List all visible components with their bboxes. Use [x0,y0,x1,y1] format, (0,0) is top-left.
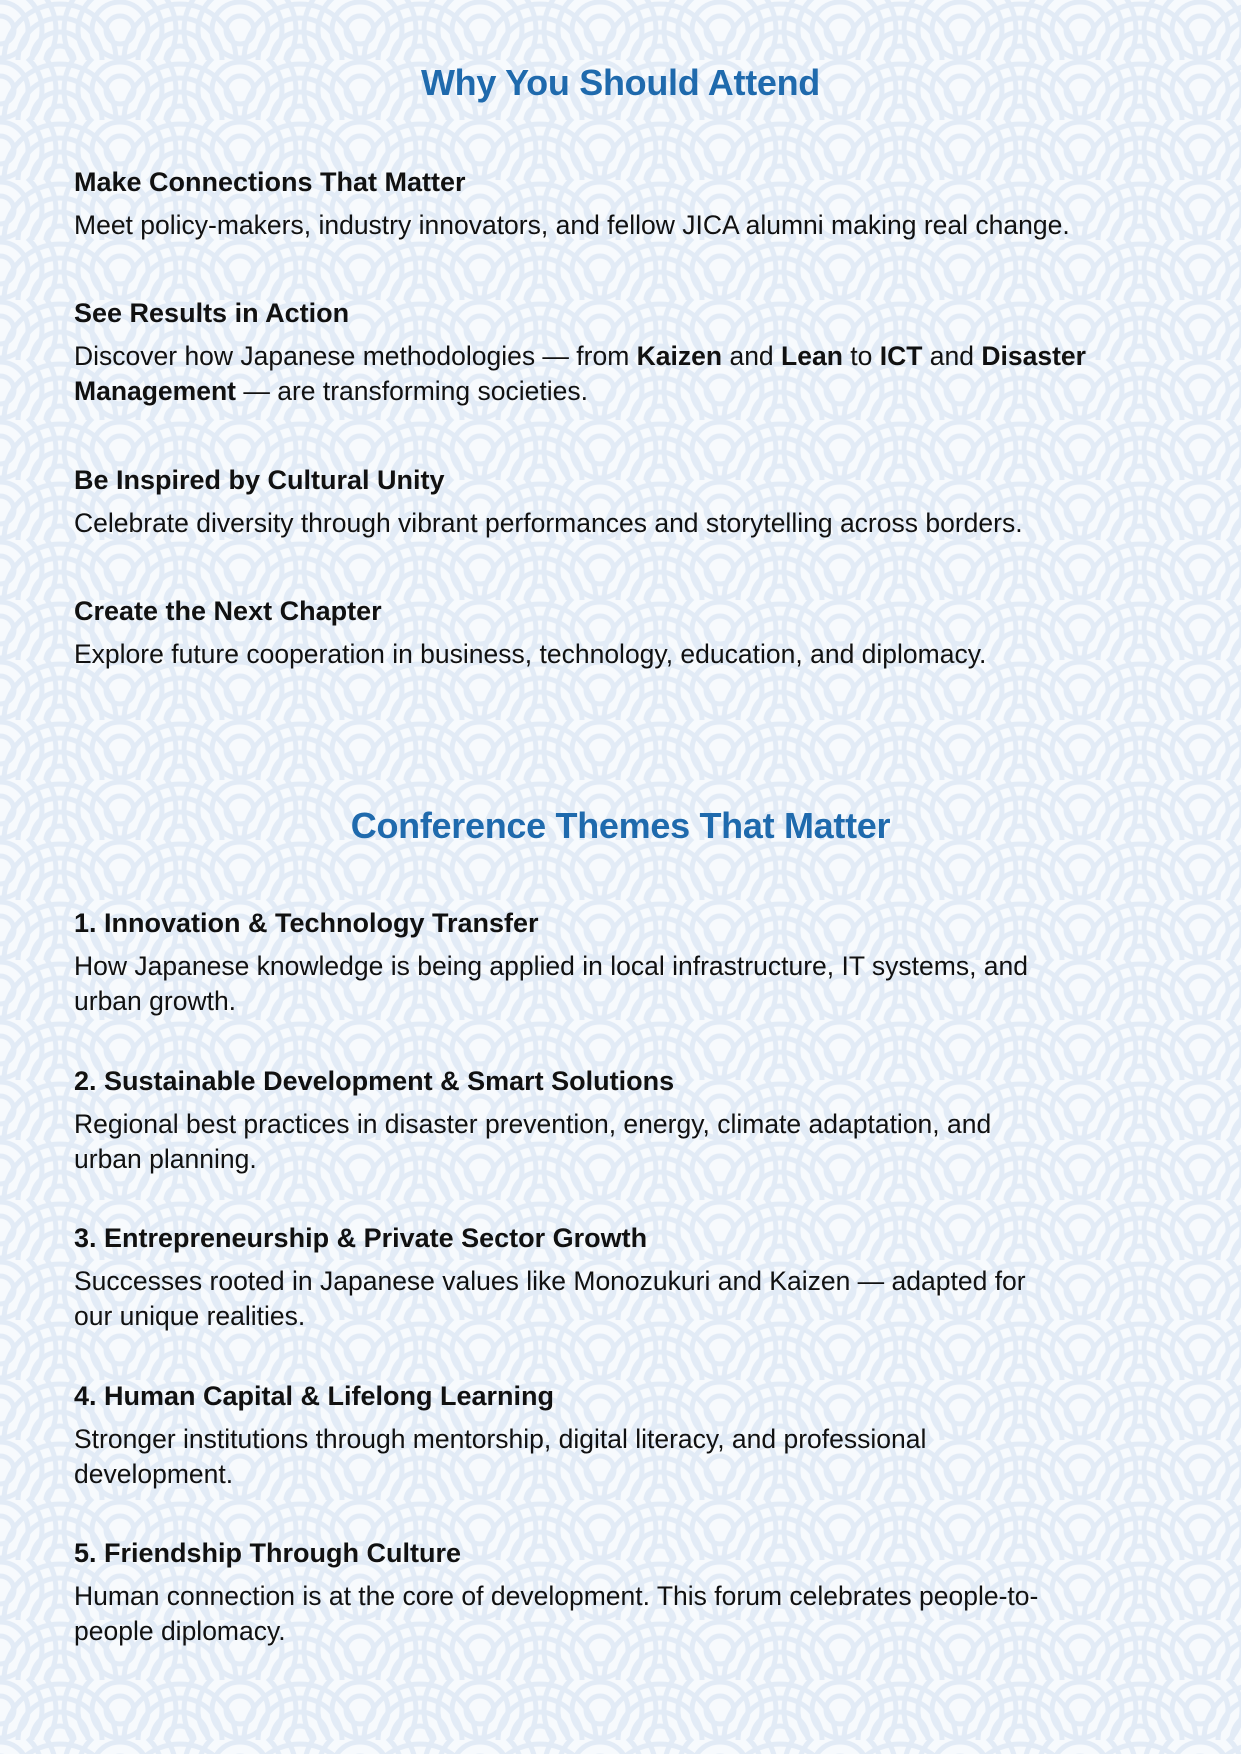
why-item-body [74,339,1184,409]
body-text: and [722,341,782,371]
body-text: and [922,341,982,371]
why-item-body: Explore future cooperation in business, technology, education, and diplomacy. [74,639,987,669]
theme-item-title: 4. Human Capital & Lifelong Learning [74,1381,555,1411]
why-item [74,295,1184,409]
highlight-disaster-management: Disaster Management [74,341,1086,406]
why-item-body: Meet policy-makers, industry innovators, and fellow JICA alumni making real change. [74,210,1070,240]
body-text: Discover how Japanese methodologies — from [74,341,637,371]
why-item-title: Be Inspired by Cultural Unity [74,465,445,495]
theme-item [74,1535,1054,1649]
theme-item-title: 2. Sustainable Development & Smart Solutions [74,1066,675,1096]
theme-item-title: 5. Friendship Through Culture [74,1538,461,1568]
theme-item [74,905,1054,1019]
theme-item [74,1378,1054,1492]
theme-item-title: 3. Entrepreneurship & Private Sector Growth [74,1223,648,1253]
why-attend-heading: Why You Should Attend [421,62,820,103]
theme-item [74,1220,1054,1334]
body-text: — are transforming societies. [235,376,588,406]
why-item [74,164,1184,243]
theme-item [74,1063,1054,1177]
theme-item-body: Successes rooted in Japanese values like Monozukuri and Kaizen — adapted for our unique realities. [74,1266,1026,1331]
why-item-title: Make Connections That Matter [74,167,466,197]
why-item-title: Create the Next Chapter [74,596,382,626]
highlight-ict: ICT [879,341,923,371]
theme-item-title: 1. Innovation & Technology Transfer [74,908,539,938]
theme-item-body: Stronger institutions through mentorship, digital literacy, and professional development. [74,1424,927,1489]
theme-item-body: Regional best practices in disaster prevention, energy, climate adaptation, and urban planning. [74,1109,992,1174]
themes-heading: Conference Themes That Matter [350,805,891,846]
why-item [74,593,1184,672]
why-item [74,462,1184,541]
highlight-kaizen: Kaizen [636,341,723,371]
why-item-title: See Results in Action [74,298,350,328]
body-text: to [842,341,880,371]
why-item-body: Celebrate diversity through vibrant performances and storytelling across borders. [74,508,1023,538]
theme-item-body: Human connection is at the core of development. This forum celebrates people-to-people diplomacy. [74,1581,1039,1646]
highlight-lean: Lean [781,341,843,371]
theme-item-body: How Japanese knowledge is being applied in local infrastructure, IT systems, and urban growth. [74,951,1029,1016]
